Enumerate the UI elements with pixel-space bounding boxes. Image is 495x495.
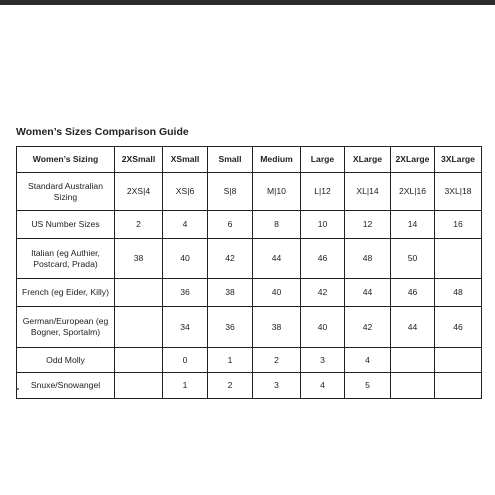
table-cell: 3XL|18 — [435, 173, 482, 211]
row-label: German/European (eg Bogner, Sportalm) — [17, 307, 115, 348]
table-cell: 42 — [208, 239, 253, 279]
table-cell: 2XS|4 — [115, 173, 163, 211]
table-cell: 2 — [115, 211, 163, 239]
table-row — [17, 211, 482, 239]
header-cell: 2XLarge — [391, 147, 435, 173]
table-cell: 16 — [435, 211, 482, 239]
table-cell — [391, 373, 435, 399]
table-cell: 1 — [163, 373, 208, 399]
table-cell: 38 — [208, 279, 253, 307]
table-cell: 46 — [301, 239, 345, 279]
table-cell — [115, 373, 163, 399]
table-header-row — [17, 147, 482, 173]
table-cell: 34 — [163, 307, 208, 348]
table-cell: 44 — [253, 239, 301, 279]
table-cell: 42 — [301, 279, 345, 307]
table-cell: 8 — [253, 211, 301, 239]
row-label: Odd Molly — [17, 348, 115, 373]
table-cell: 2XL|16 — [391, 173, 435, 211]
table-row — [17, 373, 482, 399]
row-label: US Number Sizes — [17, 211, 115, 239]
table-cell: 40 — [301, 307, 345, 348]
table-cell: 6 — [208, 211, 253, 239]
table-cell — [435, 373, 482, 399]
table-cell: 12 — [345, 211, 391, 239]
header-cell: Medium — [253, 147, 301, 173]
table-cell: 44 — [345, 279, 391, 307]
header-cell: 3XLarge — [435, 147, 482, 173]
row-label: French (eg Eider, Killy) — [17, 279, 115, 307]
stray-dot — [17, 388, 19, 390]
table-cell: M|10 — [253, 173, 301, 211]
page-title: Women’s Sizes Comparison Guide — [16, 126, 189, 138]
table-cell: XS|6 — [163, 173, 208, 211]
table-cell: 5 — [345, 373, 391, 399]
table-cell: 14 — [391, 211, 435, 239]
size-comparison-table — [16, 146, 482, 399]
table-row — [17, 348, 482, 373]
table-cell: 44 — [391, 307, 435, 348]
table-cell: 2 — [253, 348, 301, 373]
table-cell — [435, 239, 482, 279]
table-cell: XL|14 — [345, 173, 391, 211]
table-cell: 48 — [345, 239, 391, 279]
table-cell — [391, 348, 435, 373]
table-cell: S|8 — [208, 173, 253, 211]
table-cell — [115, 307, 163, 348]
table-cell: 10 — [301, 211, 345, 239]
table-cell: 3 — [253, 373, 301, 399]
header-cell: Large — [301, 147, 345, 173]
top-dark-strip — [0, 0, 495, 5]
table-cell: 46 — [435, 307, 482, 348]
table-cell: 0 — [163, 348, 208, 373]
table-cell: 4 — [163, 211, 208, 239]
table-cell: 38 — [115, 239, 163, 279]
table-cell: 42 — [345, 307, 391, 348]
table-cell: 36 — [163, 279, 208, 307]
table-cell: 4 — [301, 373, 345, 399]
table-cell: 48 — [435, 279, 482, 307]
table-row — [17, 279, 482, 307]
table-cell: L|12 — [301, 173, 345, 211]
header-cell: 2XSmall — [115, 147, 163, 173]
table-cell: 38 — [253, 307, 301, 348]
table-cell: 40 — [253, 279, 301, 307]
table-cell: 4 — [345, 348, 391, 373]
table-cell: 36 — [208, 307, 253, 348]
header-cell: Small — [208, 147, 253, 173]
row-label: Standard Australian Sizing — [17, 173, 115, 211]
table-cell: 40 — [163, 239, 208, 279]
table-row — [17, 173, 482, 211]
table-cell: 50 — [391, 239, 435, 279]
table-cell — [115, 279, 163, 307]
table-cell: 3 — [301, 348, 345, 373]
header-cell: XSmall — [163, 147, 208, 173]
table-cell — [435, 348, 482, 373]
table-cell: 1 — [208, 348, 253, 373]
row-label: Italian (eg Authier, Postcard, Prada) — [17, 239, 115, 279]
header-cell: Women’s Sizing — [17, 147, 115, 173]
table-row — [17, 307, 482, 348]
table-cell: 46 — [391, 279, 435, 307]
table-cell — [115, 348, 163, 373]
header-cell: XLarge — [345, 147, 391, 173]
table-row — [17, 239, 482, 279]
row-label: Snuxe/Snowangel — [17, 373, 115, 399]
table-cell: 2 — [208, 373, 253, 399]
